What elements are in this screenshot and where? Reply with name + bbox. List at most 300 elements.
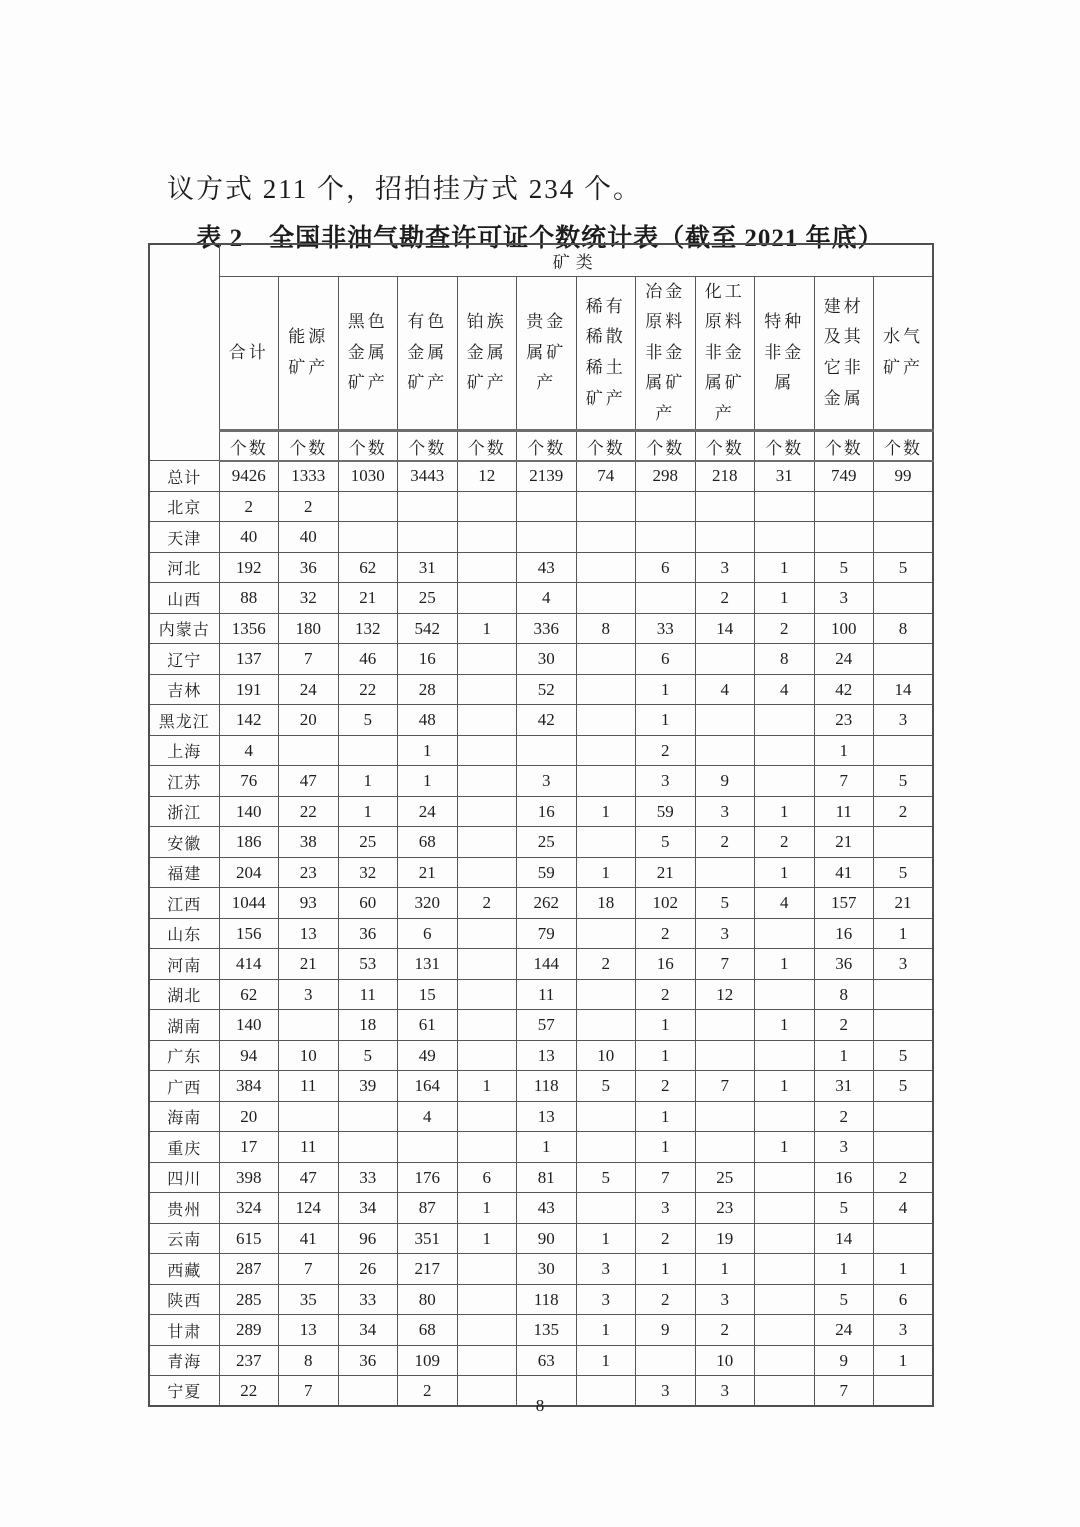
- value-cell: 615: [219, 1223, 279, 1254]
- value-cell: 88: [219, 583, 279, 614]
- value-cell: [517, 522, 577, 553]
- value-cell: 39: [338, 1071, 398, 1102]
- table-row: [149, 1315, 933, 1346]
- value-cell: 36: [814, 949, 874, 980]
- value-cell: 2: [874, 796, 934, 827]
- value-cell: 43: [517, 552, 577, 583]
- table-row: [149, 735, 933, 766]
- value-cell: [695, 644, 755, 675]
- region-label: 河北: [149, 552, 219, 583]
- column-header: 合计: [219, 276, 279, 431]
- value-cell: 11: [279, 1071, 339, 1102]
- value-cell: 5: [576, 1162, 636, 1193]
- value-cell: 21: [814, 827, 874, 858]
- value-cell: 1: [636, 705, 696, 736]
- value-cell: [874, 522, 934, 553]
- value-cell: 1: [576, 796, 636, 827]
- table-row: [149, 583, 933, 614]
- value-cell: 11: [338, 979, 398, 1010]
- value-cell: 298: [636, 461, 696, 492]
- value-cell: [457, 583, 517, 614]
- value-cell: 30: [517, 644, 577, 675]
- value-cell: 6: [457, 1162, 517, 1193]
- value-cell: [636, 522, 696, 553]
- table-row: [149, 1254, 933, 1285]
- value-cell: [695, 1101, 755, 1132]
- value-cell: [636, 583, 696, 614]
- value-cell: 4: [219, 735, 279, 766]
- value-cell: 42: [814, 674, 874, 705]
- value-cell: [338, 1132, 398, 1163]
- value-cell: 164: [398, 1071, 458, 1102]
- value-cell: 217: [398, 1254, 458, 1285]
- value-cell: 1: [457, 1071, 517, 1102]
- value-cell: 49: [398, 1040, 458, 1071]
- value-cell: 10: [695, 1345, 755, 1376]
- value-cell: 5: [874, 552, 934, 583]
- corner-cell: [149, 244, 219, 461]
- value-cell: 3: [695, 918, 755, 949]
- value-cell: 32: [338, 857, 398, 888]
- region-label: 广西: [149, 1071, 219, 1102]
- value-cell: 1: [814, 1040, 874, 1071]
- unit-cell: 个数: [874, 431, 934, 461]
- value-cell: 24: [814, 644, 874, 675]
- value-cell: 5: [874, 1071, 934, 1102]
- value-cell: [874, 491, 934, 522]
- value-cell: 4: [695, 674, 755, 705]
- value-cell: 10: [279, 1040, 339, 1071]
- table-row: [149, 1193, 933, 1224]
- value-cell: 17: [219, 1132, 279, 1163]
- region-label: 重庆: [149, 1132, 219, 1163]
- value-cell: 10: [576, 1040, 636, 1071]
- value-cell: 1: [576, 1315, 636, 1346]
- value-cell: [338, 522, 398, 553]
- region-label: 吉林: [149, 674, 219, 705]
- value-cell: 8: [874, 613, 934, 644]
- table-row: [149, 705, 933, 736]
- value-cell: 14: [695, 613, 755, 644]
- value-cell: 21: [874, 888, 934, 919]
- value-cell: [576, 766, 636, 797]
- value-cell: 2: [755, 827, 815, 858]
- unit-cell: 个数: [457, 431, 517, 461]
- value-cell: [457, 1132, 517, 1163]
- value-cell: 19: [695, 1223, 755, 1254]
- value-cell: 8: [279, 1345, 339, 1376]
- value-cell: [398, 491, 458, 522]
- value-cell: 237: [219, 1345, 279, 1376]
- unit-row: [149, 431, 933, 461]
- value-cell: 9: [814, 1345, 874, 1376]
- value-cell: 3: [874, 705, 934, 736]
- value-cell: [457, 857, 517, 888]
- value-cell: [576, 552, 636, 583]
- value-cell: 80: [398, 1284, 458, 1315]
- table-row: [149, 1345, 933, 1376]
- value-cell: 1: [755, 949, 815, 980]
- table-row: [149, 491, 933, 522]
- value-cell: 1: [814, 735, 874, 766]
- value-cell: 6: [398, 918, 458, 949]
- group-header-row: [149, 244, 933, 276]
- value-cell: 186: [219, 827, 279, 858]
- region-label: 云南: [149, 1223, 219, 1254]
- column-header: 冶金原料非金属矿产: [636, 276, 696, 431]
- value-cell: [576, 1193, 636, 1224]
- region-label: 山西: [149, 583, 219, 614]
- value-cell: 16: [636, 949, 696, 980]
- table-row: [149, 857, 933, 888]
- unit-cell: 个数: [338, 431, 398, 461]
- region-label: 青海: [149, 1345, 219, 1376]
- value-cell: 3: [636, 1376, 696, 1407]
- value-cell: 87: [398, 1193, 458, 1224]
- value-cell: 3: [576, 1284, 636, 1315]
- value-cell: [576, 1132, 636, 1163]
- value-cell: [457, 1040, 517, 1071]
- value-cell: 398: [219, 1162, 279, 1193]
- region-label: 湖北: [149, 979, 219, 1010]
- value-cell: 6: [636, 644, 696, 675]
- value-cell: 7: [695, 949, 755, 980]
- column-header: 化工原料非金属矿产: [695, 276, 755, 431]
- value-cell: [695, 705, 755, 736]
- value-cell: [398, 522, 458, 553]
- table-row: [149, 1223, 933, 1254]
- region-label: 辽宁: [149, 644, 219, 675]
- value-cell: 21: [338, 583, 398, 614]
- table-row: [149, 1071, 933, 1102]
- value-cell: 60: [338, 888, 398, 919]
- value-cell: 16: [398, 644, 458, 675]
- value-cell: 5: [874, 766, 934, 797]
- value-cell: 34: [338, 1315, 398, 1346]
- value-cell: [457, 644, 517, 675]
- value-cell: [517, 735, 577, 766]
- value-cell: [279, 735, 339, 766]
- value-cell: [755, 1223, 815, 1254]
- value-cell: 22: [338, 674, 398, 705]
- value-cell: 15: [398, 979, 458, 1010]
- table-row: [149, 613, 933, 644]
- region-label: 北京: [149, 491, 219, 522]
- value-cell: 1: [755, 1010, 815, 1041]
- value-cell: 21: [398, 857, 458, 888]
- value-cell: 21: [279, 949, 339, 980]
- table-row: [149, 461, 933, 492]
- value-cell: [755, 1254, 815, 1285]
- value-cell: [755, 491, 815, 522]
- value-cell: 25: [398, 583, 458, 614]
- value-cell: [695, 857, 755, 888]
- column-header: 黑色金属矿产: [338, 276, 398, 431]
- value-cell: 2: [874, 1162, 934, 1193]
- value-cell: 2: [279, 491, 339, 522]
- value-cell: 31: [398, 552, 458, 583]
- value-cell: 1: [636, 1254, 696, 1285]
- value-cell: [457, 735, 517, 766]
- value-cell: 1044: [219, 888, 279, 919]
- value-cell: 3: [814, 583, 874, 614]
- value-cell: [576, 1101, 636, 1132]
- value-cell: [398, 1132, 458, 1163]
- value-cell: 384: [219, 1071, 279, 1102]
- value-cell: [755, 735, 815, 766]
- value-cell: 192: [219, 552, 279, 583]
- value-cell: 9426: [219, 461, 279, 492]
- table-row: [149, 644, 933, 675]
- table-row: [149, 1101, 933, 1132]
- value-cell: 3443: [398, 461, 458, 492]
- value-cell: 3: [636, 766, 696, 797]
- value-cell: 40: [279, 522, 339, 553]
- value-cell: 1: [457, 1193, 517, 1224]
- value-cell: 3: [695, 1376, 755, 1407]
- column-header: 建材及其它非金属: [814, 276, 874, 431]
- column-header: 有色金属矿产: [398, 276, 458, 431]
- value-cell: 2: [576, 949, 636, 980]
- value-cell: [695, 1040, 755, 1071]
- value-cell: 2: [636, 1071, 696, 1102]
- intro-paragraph: 议方式 211 个，招拍挂方式 234 个。: [167, 174, 642, 204]
- value-cell: 1333: [279, 461, 339, 492]
- value-cell: 5: [814, 1284, 874, 1315]
- value-cell: [755, 1284, 815, 1315]
- permit-stats-table: [148, 243, 934, 1407]
- value-cell: 8: [814, 979, 874, 1010]
- value-cell: 28: [398, 674, 458, 705]
- value-cell: 33: [338, 1162, 398, 1193]
- region-label: 甘肃: [149, 1315, 219, 1346]
- value-cell: [457, 1101, 517, 1132]
- region-label: 陕西: [149, 1284, 219, 1315]
- unit-cell: 个数: [279, 431, 339, 461]
- value-cell: 7: [279, 1254, 339, 1285]
- table-row: [149, 918, 933, 949]
- value-cell: 12: [695, 979, 755, 1010]
- value-cell: 1: [398, 735, 458, 766]
- table-row: [149, 1010, 933, 1041]
- value-cell: 2: [636, 979, 696, 1010]
- value-cell: 14: [874, 674, 934, 705]
- value-cell: [695, 491, 755, 522]
- unit-cell: 个数: [755, 431, 815, 461]
- value-cell: 124: [279, 1193, 339, 1224]
- value-cell: 102: [636, 888, 696, 919]
- value-cell: [636, 491, 696, 522]
- value-cell: 135: [517, 1315, 577, 1346]
- value-cell: 4: [874, 1193, 934, 1224]
- value-cell: [457, 1254, 517, 1285]
- value-cell: 1: [755, 552, 815, 583]
- value-cell: 137: [219, 644, 279, 675]
- value-cell: 79: [517, 918, 577, 949]
- table-row: [149, 888, 933, 919]
- value-cell: 40: [219, 522, 279, 553]
- value-cell: 13: [517, 1040, 577, 1071]
- value-cell: 2: [636, 1223, 696, 1254]
- value-cell: 47: [279, 766, 339, 797]
- value-cell: 3: [279, 979, 339, 1010]
- value-cell: [457, 491, 517, 522]
- value-cell: [457, 705, 517, 736]
- value-cell: 26: [338, 1254, 398, 1285]
- value-cell: 5: [338, 705, 398, 736]
- value-cell: 542: [398, 613, 458, 644]
- value-cell: 142: [219, 705, 279, 736]
- value-cell: 32: [279, 583, 339, 614]
- table-row: [149, 766, 933, 797]
- value-cell: 16: [814, 1162, 874, 1193]
- value-cell: 59: [517, 857, 577, 888]
- region-label: 上海: [149, 735, 219, 766]
- value-cell: [874, 644, 934, 675]
- value-cell: 23: [279, 857, 339, 888]
- unit-cell: 个数: [814, 431, 874, 461]
- region-label: 内蒙古: [149, 613, 219, 644]
- value-cell: 46: [338, 644, 398, 675]
- value-cell: 23: [814, 705, 874, 736]
- value-cell: [874, 1101, 934, 1132]
- value-cell: 1: [457, 1223, 517, 1254]
- value-cell: 8: [576, 613, 636, 644]
- value-cell: 8: [755, 644, 815, 675]
- value-cell: 20: [219, 1101, 279, 1132]
- value-cell: 1: [517, 1132, 577, 1163]
- value-cell: 5: [576, 1071, 636, 1102]
- table-title: 表 2 全国非油气勘查许可证个数统计表（截至 2021 年底）: [196, 224, 884, 252]
- value-cell: 38: [279, 827, 339, 858]
- unit-cell: 个数: [517, 431, 577, 461]
- value-cell: 99: [874, 461, 934, 492]
- value-cell: 61: [398, 1010, 458, 1041]
- value-cell: 1: [636, 674, 696, 705]
- value-cell: 48: [398, 705, 458, 736]
- column-header-row: [149, 276, 933, 431]
- value-cell: 3: [517, 766, 577, 797]
- table-row: [149, 827, 933, 858]
- value-cell: [874, 583, 934, 614]
- value-cell: 30: [517, 1254, 577, 1285]
- value-cell: 218: [695, 461, 755, 492]
- region-label: 天津: [149, 522, 219, 553]
- region-label: 安徽: [149, 827, 219, 858]
- value-cell: 5: [874, 857, 934, 888]
- value-cell: 23: [695, 1193, 755, 1224]
- value-cell: 157: [814, 888, 874, 919]
- value-cell: 287: [219, 1254, 279, 1285]
- value-cell: 1: [755, 583, 815, 614]
- unit-cell: 个数: [636, 431, 696, 461]
- region-label: 海南: [149, 1101, 219, 1132]
- unit-cell: 个数: [576, 431, 636, 461]
- value-cell: [457, 979, 517, 1010]
- value-cell: 749: [814, 461, 874, 492]
- value-cell: 12: [457, 461, 517, 492]
- value-cell: 351: [398, 1223, 458, 1254]
- value-cell: 16: [814, 918, 874, 949]
- column-header: 水气矿产: [874, 276, 934, 431]
- value-cell: 11: [279, 1132, 339, 1163]
- value-cell: 25: [517, 827, 577, 858]
- table-row: [149, 674, 933, 705]
- unit-cell: 个数: [695, 431, 755, 461]
- value-cell: 131: [398, 949, 458, 980]
- value-cell: 33: [338, 1284, 398, 1315]
- value-cell: 2: [636, 918, 696, 949]
- value-cell: [874, 1223, 934, 1254]
- value-cell: 2: [695, 1315, 755, 1346]
- value-cell: 109: [398, 1345, 458, 1376]
- value-cell: 68: [398, 827, 458, 858]
- column-header: 贵金属矿产: [517, 276, 577, 431]
- value-cell: [279, 1101, 339, 1132]
- value-cell: 3: [874, 1315, 934, 1346]
- value-cell: [755, 1193, 815, 1224]
- value-cell: 13: [279, 918, 339, 949]
- value-cell: [576, 827, 636, 858]
- value-cell: [576, 522, 636, 553]
- value-cell: 156: [219, 918, 279, 949]
- value-cell: [576, 583, 636, 614]
- value-cell: [755, 1040, 815, 1071]
- value-cell: 5: [695, 888, 755, 919]
- value-cell: 35: [279, 1284, 339, 1315]
- value-cell: 1: [755, 1071, 815, 1102]
- value-cell: 9: [695, 766, 755, 797]
- value-cell: 63: [517, 1345, 577, 1376]
- value-cell: 2: [695, 583, 755, 614]
- value-cell: 1: [338, 796, 398, 827]
- value-cell: 1: [576, 1345, 636, 1376]
- value-cell: [755, 1345, 815, 1376]
- value-cell: [457, 949, 517, 980]
- value-cell: [457, 766, 517, 797]
- value-cell: [338, 735, 398, 766]
- value-cell: 324: [219, 1193, 279, 1224]
- value-cell: [457, 918, 517, 949]
- value-cell: 1: [874, 918, 934, 949]
- table-row: [149, 1040, 933, 1071]
- table-row: [149, 1284, 933, 1315]
- value-cell: 42: [517, 705, 577, 736]
- value-cell: [457, 674, 517, 705]
- value-cell: [338, 1101, 398, 1132]
- value-cell: 94: [219, 1040, 279, 1071]
- value-cell: 53: [338, 949, 398, 980]
- value-cell: 289: [219, 1315, 279, 1346]
- value-cell: 191: [219, 674, 279, 705]
- region-label: 广东: [149, 1040, 219, 1071]
- region-label: 贵州: [149, 1193, 219, 1224]
- value-cell: 68: [398, 1315, 458, 1346]
- value-cell: 144: [517, 949, 577, 980]
- value-cell: 25: [695, 1162, 755, 1193]
- value-cell: 1: [874, 1254, 934, 1285]
- value-cell: 3: [695, 1284, 755, 1315]
- value-cell: 2: [695, 827, 755, 858]
- value-cell: 7: [279, 644, 339, 675]
- value-cell: 59: [636, 796, 696, 827]
- table-row: [149, 796, 933, 827]
- region-label: 西藏: [149, 1254, 219, 1285]
- value-cell: 1356: [219, 613, 279, 644]
- region-label: 江苏: [149, 766, 219, 797]
- value-cell: 118: [517, 1284, 577, 1315]
- value-cell: 93: [279, 888, 339, 919]
